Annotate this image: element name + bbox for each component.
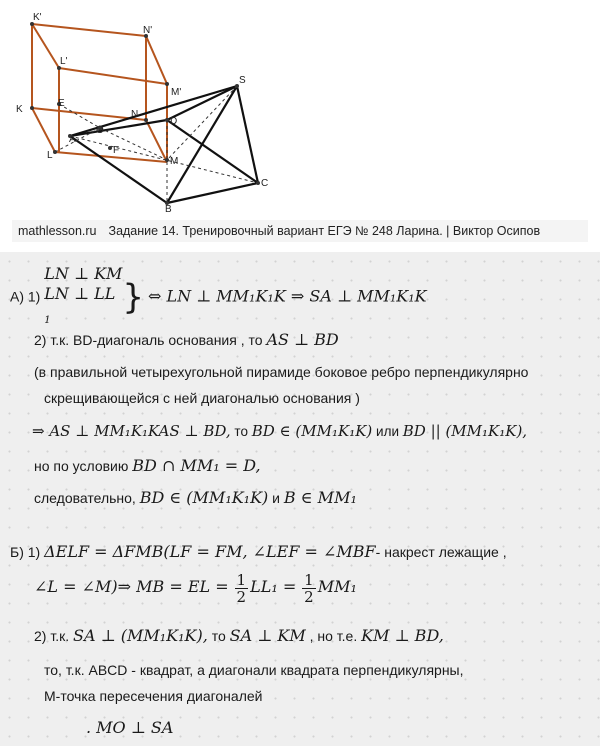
c1-to: то <box>207 628 230 644</box>
label-k1: K' <box>33 12 42 23</box>
p2-math: AS ⊥ BD <box>266 330 339 349</box>
p4-or: или <box>372 424 403 439</box>
p3-line2: скрещивающейся с ней диагональю основания ) <box>44 390 360 406</box>
part-a-line3 <box>34 364 528 380</box>
implication: ⇔ LN ⊥ MM₁K₁K ⇒ SA ⊥ MM₁K₁K <box>147 286 427 306</box>
c4-math: . MO ⊥ SA <box>86 718 174 737</box>
label-b: B <box>165 204 172 215</box>
p2-text: 2) т.к. BD-диагональ основания , то <box>34 332 263 348</box>
part-a-line4 <box>44 390 360 406</box>
pyramid-edges <box>70 86 258 203</box>
p6-math1: BD ∈ (MM₁K₁K) <box>139 488 269 507</box>
part-b-tail: - накрест лежащие , <box>375 544 507 560</box>
c3-text: М-точка пересечения диагоналей <box>44 688 263 704</box>
geometry-figure <box>0 0 600 218</box>
c1-text: 2) т.к. <box>34 628 70 644</box>
part-b-line4 <box>44 662 464 678</box>
b2-math3: MM₁ <box>317 577 357 597</box>
p4-math1: ⇒ AS ⊥ MM₁K₁KAS ⊥ BD, <box>32 422 231 440</box>
label-l1: L' <box>60 56 68 67</box>
part-a-line5 <box>32 422 527 440</box>
p3-line1: (в правильной четырехугольной пирамиде боковое ребро перпендикулярно <box>34 364 529 380</box>
label-c: C <box>261 178 269 189</box>
label-n1: N' <box>143 25 153 36</box>
label-s: S <box>239 75 246 86</box>
label-n: N <box>131 109 139 120</box>
part-b-line2 <box>34 572 357 605</box>
p5-text: но по условию <box>34 458 129 474</box>
c1-math1: SA ⊥ (MM₁K₁K), <box>73 626 208 645</box>
caption-text: Задание 14. Тренировочный вариант ЕГЭ № 248 Ларина. | Виктор Осипов <box>108 224 541 238</box>
p6-and: и <box>268 490 284 506</box>
c1-math2: SA ⊥ KM <box>229 626 306 645</box>
part-b-label: Б) 1) <box>10 544 41 560</box>
p6-text: следовательно, <box>34 490 136 506</box>
b2-math1: ∠L = ∠M)⇒ MB = EL = <box>34 577 229 597</box>
c2-text: то, т.к. ABCD - квадрат, а диагонали квадрата перпендикулярны, <box>44 662 464 678</box>
part-a-line6 <box>34 456 261 475</box>
part-a-line7 <box>34 488 357 507</box>
part-b-line1 <box>10 542 507 561</box>
label-a: A <box>69 134 76 145</box>
part-a-label: А) 1) <box>10 288 41 305</box>
label-m1: M' <box>171 87 182 98</box>
solution-panel <box>0 252 600 746</box>
p6-math2: B ∈ MM₁ <box>283 488 357 507</box>
caption-bar <box>12 220 588 242</box>
label-d: D <box>170 116 178 127</box>
label-l: L <box>47 150 53 161</box>
p5-math: BD ∩ MM₁ = D, <box>132 456 261 475</box>
label-o: O <box>96 125 104 136</box>
prism-edges <box>32 24 167 162</box>
prism-pyramid-drawing <box>0 0 600 218</box>
system <box>44 264 122 331</box>
b2-math2: LL₁ = <box>250 577 297 597</box>
brace: } <box>122 277 145 318</box>
c1-but: , но т.е. <box>305 628 362 644</box>
p4-to: то <box>230 424 252 439</box>
site-name[interactable]: mathlesson.ru <box>18 224 97 238</box>
system-eq1: LN ⊥ KM <box>44 264 123 283</box>
label-e: E <box>58 98 65 109</box>
label-f: F <box>113 145 120 156</box>
part-b-line5 <box>44 688 262 704</box>
part-b-line3 <box>34 626 444 645</box>
part-b-line6 <box>86 718 173 737</box>
label-m: M <box>170 156 179 167</box>
label-k: K <box>16 104 23 115</box>
c1-math3: KM ⊥ BD, <box>361 626 444 645</box>
system-eq2: LN ⊥ LL $_1$ <box>44 284 116 327</box>
part-a-line1 <box>10 264 427 331</box>
fraction-half-2: $\frac{1}{2}$ <box>304 571 314 606</box>
p4-math3: BD || (MM₁K₁K), <box>402 422 528 440</box>
p4-math2: BD ∈ (MM₁K₁K) <box>251 422 373 440</box>
part-b-math: ΔELF = ΔFMB(LF = FM, ∠LEF = ∠MBF <box>44 542 376 561</box>
part-a-line2 <box>34 330 339 349</box>
fraction-half-1: $\frac{1}{2}$ <box>236 571 247 606</box>
